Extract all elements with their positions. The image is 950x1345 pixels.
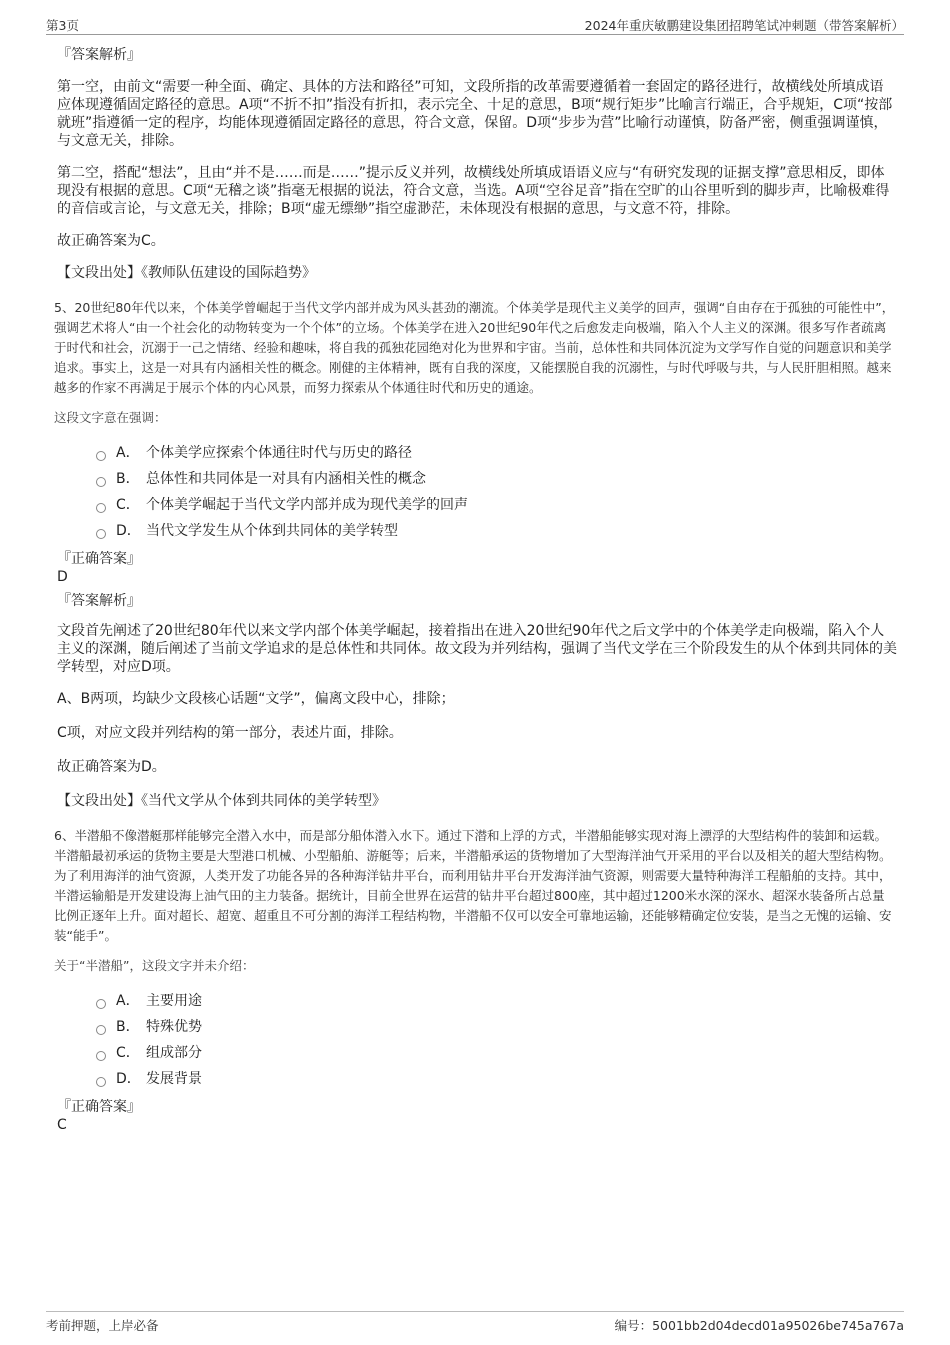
q5-option-c[interactable] — [96, 492, 897, 518]
q5-source: 【文段出处】《当代文学从个体到共同体的美学转型》 — [57, 793, 386, 809]
option-text: 组成部分 — [146, 1045, 202, 1061]
page-footer — [46, 1311, 904, 1334]
q6-option-b[interactable] — [96, 1014, 897, 1040]
document-id: 编号：5001bb2d04decd01a95026be745a767a — [614, 1318, 904, 1333]
option-text: 主要用途 — [146, 993, 202, 1009]
q5-passage: 5、20世纪80年代以来，个体美学曾崛起于当代文学内部并成为风头甚劲的潮流。个体美学是现代主义美学的回声，强调“自由存在于孤独的可能性中”，强调艺术将人“由一个社会化的动物转变为一个个体”的立场。个体美学在进入20世纪90年代之后愈发走向极端，陷入个人主义的深渊。很多写作者疏离于时代和社会，沉溺于一己之情绪、经验和趣味，将自我的孤独花园绝对化为世界和宇宙。当前，总体性和共同体沉淀为文学写作自觉的问题意识和美学追求。事实上，这是一对具有内涵相关性的概念。刚健的主体精神，既有自我的深度，又能摆脱自我的沉溺性，与时代呼吸与共，与人民肝胆相照。越来越多的作家不再满足于展示个体的内心风景，而努力探索从个体通往时代和历史的通途。 — [54, 300, 895, 395]
option-letter: C． — [116, 497, 140, 513]
page-number: 第3页 — [46, 18, 79, 33]
radio-icon[interactable] — [96, 529, 106, 539]
option-text: 个体美学崛起于当代文学内部并成为现代美学的回声 — [146, 497, 468, 513]
option-text: 总体性和共同体是一对具有内涵相关性的概念 — [146, 471, 426, 487]
option-letter: C． — [116, 1045, 140, 1061]
option-letter: B． — [116, 471, 140, 487]
radio-icon[interactable] — [96, 1077, 106, 1087]
q6-options — [96, 988, 897, 1092]
q5-answer-label: 『正确答案』 — [57, 551, 141, 567]
q6-option-a[interactable] — [96, 988, 897, 1014]
option-letter: A． — [116, 993, 140, 1009]
option-letter: D． — [116, 523, 141, 539]
q6-answer-label: 『正确答案』 — [57, 1099, 141, 1115]
page-content — [54, 46, 897, 1140]
radio-icon[interactable] — [96, 1025, 106, 1035]
q5-options — [96, 440, 897, 544]
option-text: 个体美学应探索个体通往时代与历史的路径 — [146, 445, 412, 461]
q5-option-b[interactable] — [96, 466, 897, 492]
page-header — [46, 14, 904, 35]
q5-analysis-label: 『答案解析』 — [57, 593, 141, 609]
q6-option-d[interactable] — [96, 1066, 897, 1092]
q4-conclusion: 故正确答案为C。 — [57, 233, 165, 249]
q5-analysis-paragraph: C项，对应文段并列结构的第一部分，表述片面，排除。 — [57, 725, 403, 741]
radio-icon[interactable] — [96, 1051, 106, 1061]
radio-icon[interactable] — [96, 503, 106, 513]
option-letter: A． — [116, 445, 140, 461]
option-letter: B． — [116, 1019, 140, 1035]
q6-stem: 关于“半潜船”，这段文字并未介绍： — [54, 958, 255, 973]
option-letter: D． — [116, 1071, 141, 1087]
radio-icon[interactable] — [96, 999, 106, 1009]
radio-icon[interactable] — [96, 477, 106, 487]
option-text: 特殊优势 — [146, 1019, 202, 1035]
q6-option-c[interactable] — [96, 1040, 897, 1066]
q6-passage: 6、半潜船不像潜艇那样能够完全潜入水中，而是部分船体潜入水下。通过下潜和上浮的方式，半潜船能够实现对海上漂浮的大型结构件的装卸和运载。半潜船最初承运的货物主要是大型港口机械、小型船舶、游艇等；后来，半潜船承运的货物增加了大型海洋油气开采用的平台以及相关的超大型结构物。为了利用海洋的油气资源，人类开发了功能各异的各种海洋钻井平台，而利用钻井平台开发海洋油气资源，则需要大量特种海洋工程船舶的支持。其中，半潜运输船是开发建设海上油气田的主力装备。据统计，目前全世界在运营的钻井平台超过800座，其中超过1200米水深的深水、超深水装备所占总量比例正逐年上升。面对超长、超宽、超重且不可分割的海洋工程结构物，半潜船不仅可以安全可靠地运输，还能够精确定位安装，是当之无愧的运输、安装“能手”。 — [54, 828, 892, 943]
q5-conclusion: 故正确答案为D。 — [57, 759, 166, 775]
q6-answer: C — [57, 1117, 67, 1133]
radio-icon[interactable] — [96, 451, 106, 461]
option-text: 发展背景 — [146, 1071, 202, 1087]
q4-source: 【文段出处】《教师队伍建设的国际趋势》 — [57, 265, 316, 281]
q5-option-a[interactable] — [96, 440, 897, 466]
q5-answer: D — [57, 569, 68, 585]
document-title: 2024年重庆敏鹏建设集团招聘笔试冲刺题（带答案解析） — [584, 18, 904, 33]
option-text: 当代文学发生从个体到共同体的美学转型 — [146, 523, 398, 539]
q5-option-d[interactable] — [96, 518, 897, 544]
q4-analysis-label: 『答案解析』 — [57, 47, 141, 63]
q5-analysis-paragraph: A、B两项，均缺少文段核心话题“文学”，偏离文段中心，排除； — [57, 691, 455, 707]
q4-analysis-paragraph: 第一空，由前文“需要一种全面、确定、具体的方法和路径”可知，文段所指的改革需要遵循着一套固定的路径进行，故横线处所填成语应体现遵循固定路径的意思。A项“不折不扣”指没有折扣，表示完全、十足的意思，B项“规行矩步”比喻言行端正，合乎规矩，C项“按部就班”指遵循一定的程序，均能体现遵循固定路径的意思，符合文意，保留。D项“步步为营”比喻行动谨慎，防备严密，侧重强调谨慎，与文意无关，排除。 — [57, 79, 893, 149]
q5-stem: 这段文字意在强调： — [54, 410, 167, 425]
q5-analysis-paragraph: 文段首先阐述了20世纪80年代以来文学内部个体美学崛起，接着指出在进入20世纪90年代之后文学中的个体美学走向极端，陷入个人主义的深渊，随后阐述了当前文学追求的是总体性和共同体。故文段为并列结构，强调了当代文学在三个阶段发生的从个体到共同体的美学转型，对应D项。 — [57, 623, 897, 675]
q4-analysis-paragraph: 第二空，搭配“想法”，且由“并不是……而是……”提示反义并列，故横线处所填成语语义应与“有研究发现的证据支撑”意思相反，即体现没有根据的意思。C项“无稽之谈”指毫无根据的说法，符合文意，当选。A项“空谷足音”指在空旷的山谷里听到的脚步声，比喻极难得的音信或言论，与文意无关，排除；B项“虚无缥缈”指空虚渺茫，未体现没有根据的意思，与文意不符，排除。 — [57, 165, 890, 217]
footer-slogan: 考前押题，上岸必备 — [46, 1318, 159, 1333]
